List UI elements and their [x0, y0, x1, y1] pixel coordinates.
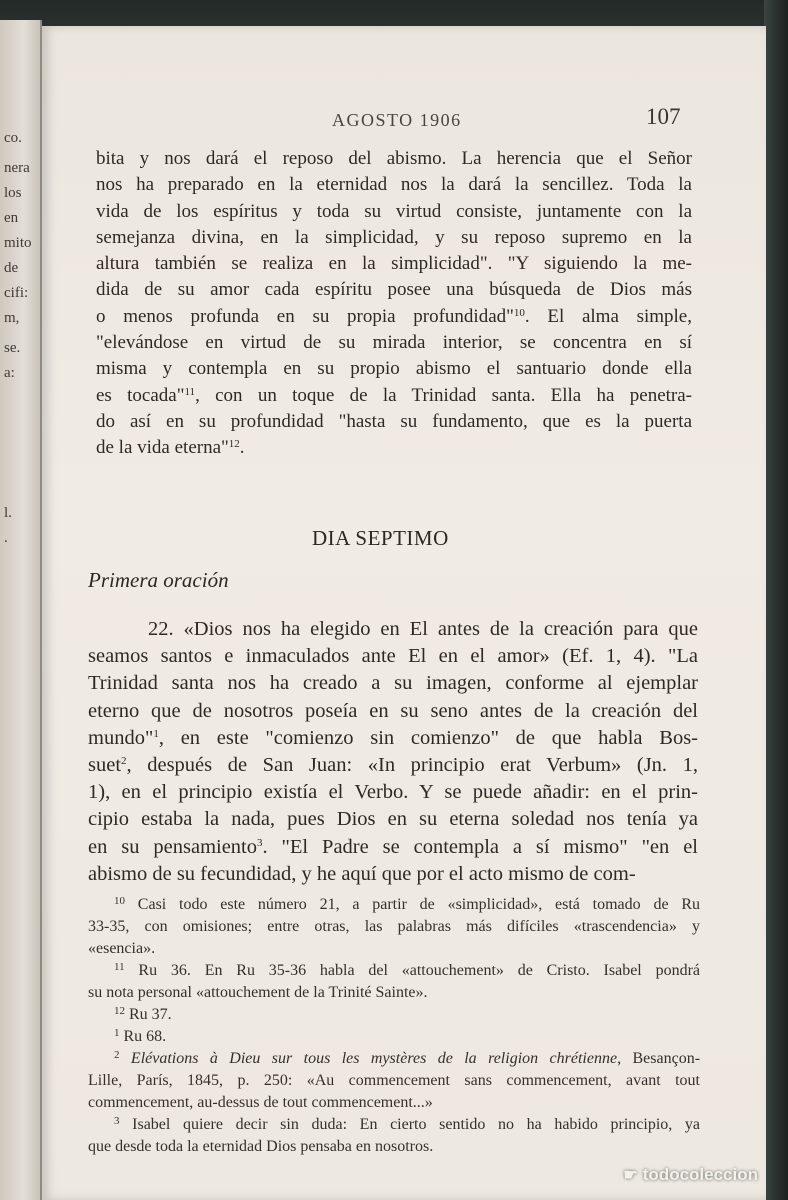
footnote-line: $^{10}$ Casi todo este número 21, a partir de «simplicidad», está tomado de Ru	[114, 895, 701, 913]
footnote-line: 33-35, con omisiones; entre otras, las palabras más difíciles «trascendencia» y	[88, 918, 700, 935]
facing-page-fragment: m,	[4, 310, 20, 326]
footnote-mark: 3	[114, 1115, 120, 1127]
footnote-line: su nota personal «attouchement de la Trinité Sainte».	[88, 984, 428, 1001]
facing-page-fragment: de	[4, 260, 19, 276]
footnote-line: $^{12}$ Ru 37.	[114, 1005, 172, 1023]
subsection-heading: Primera oración	[88, 568, 229, 592]
footnote-ref: 3	[257, 836, 263, 849]
text-line: 1), en el principio existía el Verbo. Y se puede añadir: en el prin-	[88, 781, 698, 804]
footnote-line: $^2$ Elévations à Dieu sur tous les mystères de la religion chrétienne, Besançon-	[114, 1049, 701, 1067]
footnote-line: commencement, au-dessus de tout commencement...»	[88, 1094, 433, 1111]
text-line: de la vida eterna"$^{12}$.	[96, 437, 245, 459]
facing-page-edge	[0, 20, 42, 1200]
text-line: seamos santos e inmaculados ante El en el amor» (Ef. 1, 4). "La	[88, 645, 698, 668]
text-line: bita y nos dará el reposo del abismo. La herencia que el Señor	[96, 148, 692, 169]
facing-page-fragment: nera	[4, 160, 30, 176]
text-line: suet$^2$, después de San Juan: «In principio erat Verbum» (Jn. 1,	[88, 754, 698, 777]
text-line: en su pensamiento$^3$. "El Padre se contempla a sí mismo" "en el	[88, 835, 698, 858]
footnote-line: $^{11}$ Ru 36. En Ru 35-36 habla del «attouchement» de Cristo. Isabel pondrá	[114, 961, 700, 979]
book-cover-edge	[764, 0, 788, 1200]
facing-page-fragment: en	[4, 210, 19, 226]
paragraph-22	[88, 616, 698, 888]
continued-paragraph	[96, 146, 692, 462]
text-line: do así en su profundidad "hasta su fundamento, que es la puerta	[96, 410, 692, 432]
footnote-ref: 2	[121, 755, 127, 768]
section-heading: DIA SEPTIMO	[312, 526, 449, 550]
text-line: Trinidad santa nos ha creado a su imagen, conforme al ejemplar	[88, 672, 698, 695]
running-head: AGOSTO 1906	[332, 110, 462, 130]
footnote-mark: 10	[114, 895, 125, 907]
footnote-mark: 2	[114, 1049, 120, 1061]
footnote-line: «esencia».	[88, 940, 156, 957]
text-line: nos ha preparado en la eternidad nos la dará la sencillez. Toda la	[96, 174, 692, 196]
footnote-mark: 11	[114, 961, 125, 973]
text-line: cipio estaba la nada, pues Dios en su eterna soledad nos tenía ya	[88, 808, 698, 831]
footnote-ref: 12	[228, 438, 240, 451]
footnote-line: $^1$ Ru 68.	[114, 1027, 167, 1045]
footnote-ref: 11	[184, 385, 196, 398]
facing-page-fragment: se.	[4, 340, 21, 356]
facing-page-fragment: cifi:	[4, 285, 29, 301]
text-line: vida de los espíritus y toda su virtud consiste, juntamente con la	[96, 200, 692, 222]
text-line: abismo de su fecundidad, y he aquí que por el acto mismo de com-	[88, 862, 636, 885]
facing-page-fragment: a:	[4, 365, 15, 381]
text-line: eterno que de nosotros poseía en su seno antes de la creación del	[88, 699, 698, 722]
footnote-line: $^3$ Isabel quiere decir sin duda: En cierto sentido no ha habido principio, ya	[114, 1115, 701, 1133]
text-line: mundo"$^1$, en este "comienzo sin comienzo" de que habla Bos-	[88, 726, 698, 749]
footnote-mark: 12	[114, 1005, 125, 1017]
facing-page-fragment: los	[4, 185, 22, 201]
book-page	[42, 26, 766, 1200]
footnote-ref: 10	[513, 306, 525, 319]
text-line: "elevándose en virtud de su mirada interior, se concentra en sí	[96, 332, 692, 354]
footnote-mark: 1	[114, 1027, 120, 1039]
text-line: misma y contempla en su propio abismo el santuario donde ella	[96, 358, 692, 380]
hand-icon: ☛	[623, 1167, 638, 1184]
footnote-line: que desde toda la eternidad Dios pensaba en nosotros.	[88, 1138, 434, 1155]
text-line: semejanza divina, en la simplicidad, y su reposo supremo en la	[96, 226, 692, 248]
page-number: 107	[646, 104, 681, 129]
text-line: o menos profunda en su propia profundidad"$^{10}$. El alma simple,	[96, 305, 692, 327]
facing-page-fragment: .	[4, 530, 8, 546]
text-line: 22. «Dios nos ha elegido en El antes de la creación para que	[148, 618, 698, 640]
watermark	[623, 1165, 758, 1185]
text-line: altura también se realiza en la simplicidad". "Y siguiendo la me-	[96, 253, 692, 275]
facing-page-fragment: mito	[4, 235, 32, 251]
footnote-ref: 1	[153, 727, 159, 740]
watermark-text: todocoleccion	[642, 1165, 758, 1184]
footnote-line: Lille, París, 1845, p. 250: «Au commencement sans commencement, avant tout	[88, 1072, 700, 1089]
footnotes	[88, 894, 700, 1158]
text-line: es tocada"$^{11}$, con un toque de la Trinidad santa. Ella ha penetra-	[96, 384, 692, 406]
facing-page-fragment: l.	[4, 505, 12, 521]
facing-page-fragment: co.	[4, 130, 22, 146]
text-line: dida de su amor cada espíritu posee una búsqueda de Dios más	[96, 279, 692, 301]
